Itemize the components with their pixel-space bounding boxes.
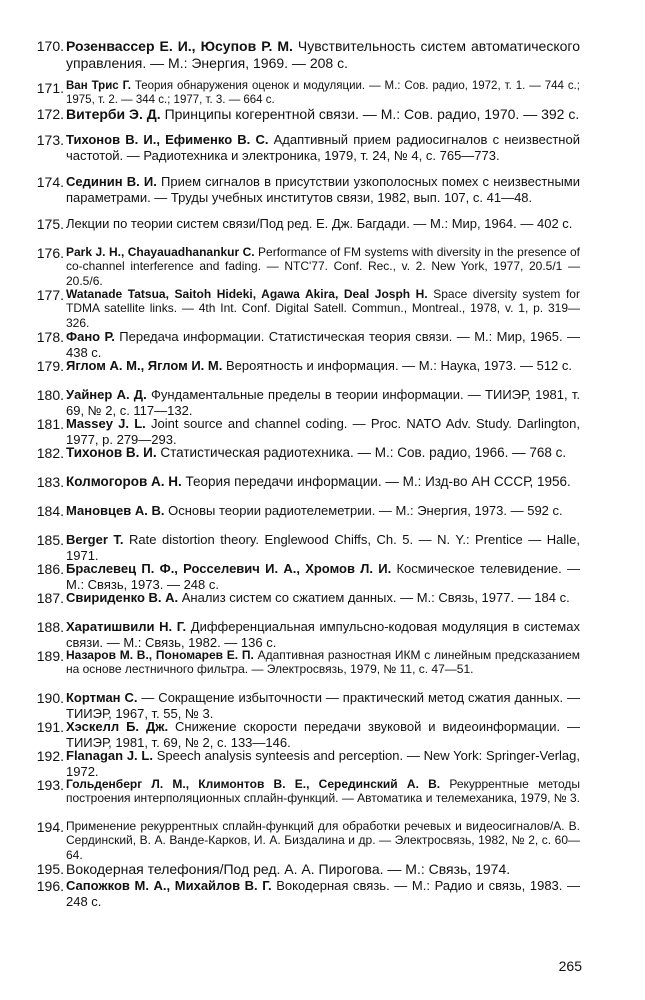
reference-text: Рекуррентные методы построения интерполяционных сплайн-функций. — Автоматика и телемеханика, 1979, № 3. bbox=[66, 777, 581, 806]
reference-body bbox=[66, 80, 580, 108]
reference-body bbox=[66, 287, 580, 330]
reference-entry bbox=[0, 174, 645, 216]
reference-authors: Хэскелл Б. Дж. bbox=[66, 719, 169, 734]
reference-text: Статистическая радиотехника. — М.: Сов. радио, 1966. — 768 с. bbox=[160, 445, 567, 460]
reference-text: Space diversity system for TDMA satellite links. — 4th Int. Conf. Digital Satell. Commun., Montreal., 1978, v. 1, p. 319—326. bbox=[66, 287, 580, 330]
reference-number: 170. bbox=[36, 38, 64, 54]
reference-text: Космическое телевидение. — М.: Связь, 1973. — 248 с. bbox=[66, 561, 580, 592]
reference-text: Чувствительность систем автоматического управления. — М.: Энергия, 1969. — 208 с. bbox=[66, 38, 580, 72]
reference-entry bbox=[0, 132, 645, 174]
reference-number: 190. bbox=[36, 690, 64, 706]
reference-number: 174. bbox=[36, 174, 64, 190]
reference-body bbox=[66, 132, 580, 163]
reference-text: Теория обнаружения оценок и модуляции. — М.: Сов. радио, 1972, т. 1. — 744 с.; 1975, т. 2. — 344 с.; 1977, т. 3. — 664 с. bbox=[66, 80, 580, 106]
reference-number: 180. bbox=[36, 387, 64, 403]
reference-body bbox=[66, 648, 580, 677]
reference-authors: Park J. H., Chayauadhanankur C. bbox=[66, 245, 255, 259]
reference-text: Адаптивный прием радиосигналов с неизвестной частотой. — Радиотехника и электроника, 1979, т. 24, № 4, с. 765—773. bbox=[66, 132, 580, 163]
reference-body bbox=[66, 503, 580, 519]
reference-number: 178. bbox=[36, 329, 64, 345]
reference-entry bbox=[0, 561, 645, 590]
reference-body bbox=[66, 358, 580, 374]
reference-entry bbox=[0, 748, 645, 777]
reference-number: 192. bbox=[36, 748, 64, 764]
reference-body bbox=[66, 474, 580, 490]
reference-body bbox=[66, 38, 580, 72]
reference-number: 196. bbox=[36, 878, 64, 894]
reference-entry bbox=[0, 80, 645, 106]
reference-authors: Розенвассер Е. И., Юсупов Р. М. bbox=[66, 38, 293, 54]
reference-body bbox=[66, 619, 580, 650]
reference-body bbox=[66, 777, 580, 806]
reference-entry bbox=[0, 216, 645, 245]
reference-body bbox=[66, 216, 580, 232]
reference-authors: Watanade Tatsua, Saitoh Hideki, Agawa Akira, Deal Josph H. bbox=[66, 287, 428, 301]
reference-number: 193. bbox=[36, 777, 64, 793]
reference-entry bbox=[0, 532, 645, 561]
reference-body bbox=[66, 861, 580, 878]
reference-authors: Назаров М. В., Пономарев Е. П. bbox=[66, 648, 254, 662]
reference-body bbox=[66, 174, 580, 205]
reference-number: 182. bbox=[36, 445, 64, 461]
reference-text: Лекции по теории систем связи/Под ред. Е. Дж. Багдади. — М.: Мир, 1964. — 402 с. bbox=[66, 216, 573, 231]
reference-number: 184. bbox=[36, 503, 64, 519]
reference-entry bbox=[0, 503, 645, 532]
reference-text: Вокодерная связь. — М.: Радио и связь, 1983. — 248 с. bbox=[66, 878, 580, 909]
reference-text: Снижение скорости передачи звуковой и видеоинформации. — ТИИЭР, 1981, т. 69, № 2, с. 133—146. bbox=[66, 719, 580, 750]
reference-authors: Фано Р. bbox=[66, 329, 115, 344]
reference-entry bbox=[0, 719, 645, 748]
reference-authors: Колмогоров А. Н. bbox=[66, 474, 182, 489]
reference-number: 172. bbox=[36, 106, 64, 122]
reference-authors: Flanagan J. L. bbox=[66, 748, 153, 763]
reference-text: Фундаментальные пределы в теории информации. — ТИИЭР, 1981, т. 69, № 2, с. 117—132. bbox=[66, 387, 580, 418]
reference-authors: Гольденберг Л. М., Климонтов В. Е., Серединский А. В. bbox=[66, 777, 441, 791]
reference-body bbox=[66, 878, 580, 909]
reference-number: 194. bbox=[36, 819, 64, 835]
reference-text: Передача информации. Статистическая теория связи. — М.: Мир, 1965. — 438 с. bbox=[66, 329, 580, 360]
reference-entry bbox=[0, 648, 645, 690]
reference-text: — Сокращение избыточности — практический метод сжатия данных. — ТИИЭР, 1967, т. 55, № 3. bbox=[66, 690, 580, 721]
reference-number: 173. bbox=[36, 132, 64, 148]
reference-entry bbox=[0, 38, 645, 80]
reference-text: Performance of FM systems with diversity in the presence of co-channel interference and fading. — NTC'77. Conf. Rec., v. 2. New York, 1977, 20.5/1 — 20.5/6. bbox=[66, 245, 580, 288]
reference-body bbox=[66, 106, 580, 123]
reference-entry bbox=[0, 619, 645, 648]
reference-list bbox=[0, 38, 645, 907]
reference-number: 175. bbox=[36, 216, 64, 232]
reference-authors: Уайнер А. Д. bbox=[66, 387, 147, 402]
reference-authors: Браслевец П. Ф., Росселевич И. А., Хромов Л. И. bbox=[66, 561, 392, 576]
reference-entry bbox=[0, 106, 645, 132]
reference-entry bbox=[0, 777, 645, 819]
reference-body bbox=[66, 590, 580, 606]
reference-authors: Тихонов В. И. bbox=[66, 445, 157, 460]
reference-number: 181. bbox=[36, 416, 64, 432]
reference-number: 183. bbox=[36, 474, 64, 490]
reference-body bbox=[66, 719, 580, 750]
reference-text: Основы теории радиотелеметрии. — М.: Энергия, 1973. — 592 с. bbox=[168, 503, 563, 518]
reference-text: Вокодерная телефония/Под ред. А. А. Пирогова. — М.: Связь, 1974. bbox=[66, 861, 511, 877]
reference-authors: Яглом А. М., Яглом И. М. bbox=[66, 358, 223, 373]
reference-entry bbox=[0, 878, 645, 907]
reference-body bbox=[66, 690, 580, 721]
reference-number: 189. bbox=[36, 648, 64, 664]
reference-number: 195. bbox=[36, 861, 64, 877]
reference-text: Анализ систем со сжатием данных. — М.: Связь, 1977. — 184 с. bbox=[181, 590, 570, 605]
reference-body bbox=[66, 748, 580, 779]
reference-body bbox=[66, 245, 580, 288]
reference-authors: Тихонов В. И., Ефименко В. С. bbox=[66, 132, 269, 147]
reference-entry bbox=[0, 819, 645, 861]
reference-authors: Massey J. L. bbox=[66, 416, 146, 431]
reference-body bbox=[66, 445, 580, 461]
reference-body bbox=[66, 561, 580, 592]
reference-entry bbox=[0, 329, 645, 358]
reference-text: Дифференциальная импульсно-кодовая модуляция в системах связи. — М.: Связь, 1982. — 136 с. bbox=[66, 619, 580, 650]
reference-number: 185. bbox=[36, 532, 64, 548]
reference-entry bbox=[0, 245, 645, 287]
reference-authors: Berger T. bbox=[66, 532, 124, 547]
page-number: 265 bbox=[558, 958, 582, 974]
reference-body bbox=[66, 819, 580, 862]
reference-entry bbox=[0, 861, 645, 878]
reference-text: Rate distortion theory. Englewood Chiffs, Ch. 5. — N. Y.: Prentice — Halle, 1971. bbox=[66, 532, 580, 563]
reference-authors: Витерби Э. Д. bbox=[66, 106, 161, 122]
reference-entry bbox=[0, 358, 645, 387]
reference-authors: Харатишвили Н. Г. bbox=[66, 619, 187, 634]
reference-authors: Свириденко В. А. bbox=[66, 590, 179, 605]
reference-number: 171. bbox=[36, 80, 64, 96]
reference-text: Адаптивная разностная ИКМ с линейным предсказанием на основе лестничного фильтра. — Электросвязь, 1979, № 11, с. 47—51. bbox=[66, 648, 580, 677]
reference-number: 186. bbox=[36, 561, 64, 577]
reference-text: Speech analysis synteesis and perception. — New York: Springer-Verlag, 1972. bbox=[66, 748, 580, 779]
reference-body bbox=[66, 329, 580, 360]
reference-text: Вероятность и информация. — М.: Наука, 1973. — 512 с. bbox=[225, 358, 573, 373]
reference-entry bbox=[0, 387, 645, 416]
reference-number: 187. bbox=[36, 590, 64, 606]
reference-body bbox=[66, 387, 580, 418]
reference-authors: Мановцев А. В. bbox=[66, 503, 165, 518]
reference-number: 188. bbox=[36, 619, 64, 635]
reference-entry bbox=[0, 445, 645, 474]
reference-text: Прием сигналов в присутствии узкополосных помех с неизвестными параметрами. — Труды учебных институтов связи, 1982, вып. 107, с. 41—48. bbox=[66, 174, 580, 205]
reference-entry bbox=[0, 474, 645, 503]
reference-text: Joint source and channel coding. — Proc. NATO Adv. Study. Darlington, 1977, p. 279—293. bbox=[66, 416, 580, 447]
reference-text: Принципы когерентной связи. — М.: Сов. радио, 1970. — 392 с. bbox=[164, 106, 580, 122]
reference-body bbox=[66, 416, 580, 447]
reference-number: 176. bbox=[36, 245, 64, 261]
reference-authors: Сединин В. И. bbox=[66, 174, 157, 189]
reference-text: Применение рекуррентных сплайн-функций для обработки речевых и видеосигналов/А. В. Сердинский, В. А. Ванде-Карков, И. А. Биздалина и др. — Электросвязь, 1982, № 2, с. 60—64. bbox=[66, 819, 580, 862]
reference-number: 179. bbox=[36, 358, 64, 374]
reference-entry bbox=[0, 690, 645, 719]
reference-entry bbox=[0, 590, 645, 619]
reference-number: 191. bbox=[36, 719, 64, 735]
reference-entry bbox=[0, 287, 645, 329]
reference-authors: Ван Трис Г. bbox=[66, 80, 131, 92]
reference-number: 177. bbox=[36, 287, 64, 303]
reference-authors: Кортман С. bbox=[66, 690, 138, 705]
reference-body bbox=[66, 532, 580, 563]
reference-text: Теория передачи информации. — М.: Изд-во АН СССР, 1956. bbox=[185, 474, 571, 489]
reference-authors: Сапожков М. А., Михайлов В. Г. bbox=[66, 878, 272, 893]
reference-entry bbox=[0, 416, 645, 445]
